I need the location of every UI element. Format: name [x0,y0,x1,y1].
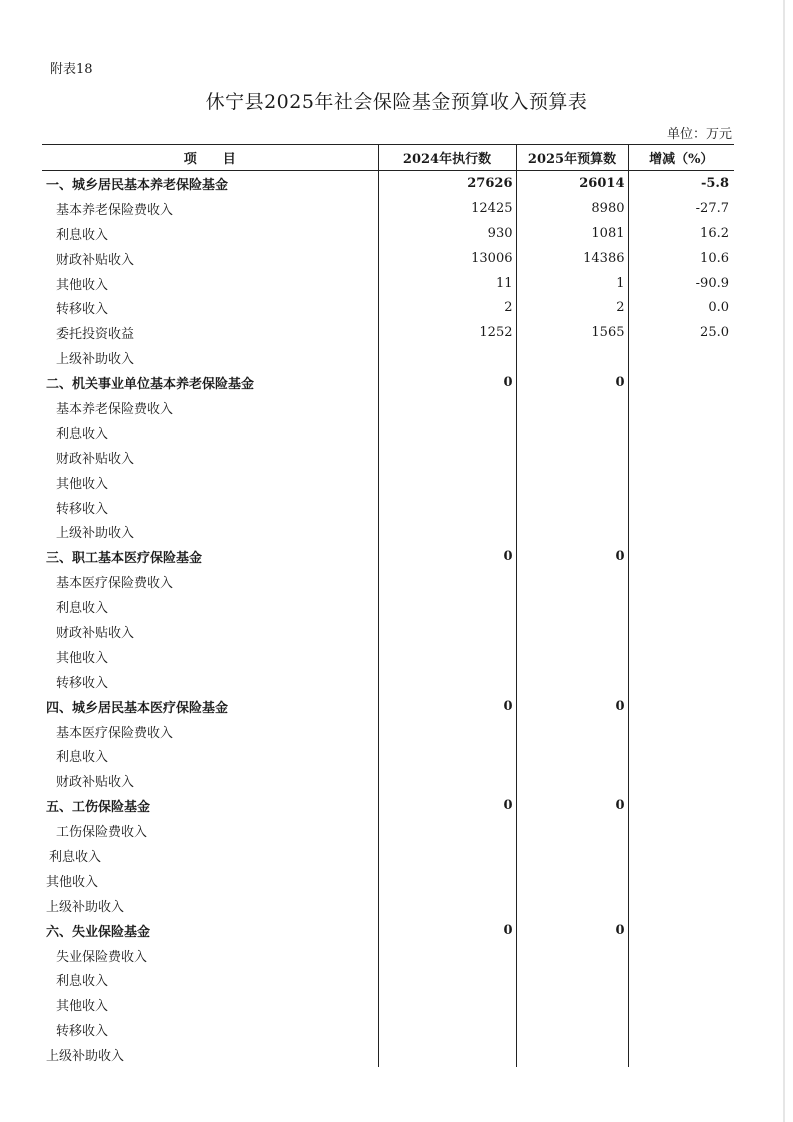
row-item: 上级补助收入 [46,1049,125,1065]
row-item: 其他收入 [46,874,99,890]
row-2024 [378,519,516,544]
row-2024 [378,594,516,619]
table-row [42,569,734,594]
row-2025: 1081 [516,221,628,246]
table-row [42,544,734,569]
row-item: 基本养老保险费收入 [56,401,174,417]
row-change [628,644,734,669]
row-2025: 0 [516,694,628,719]
row-2025 [516,868,628,893]
table-row [42,320,734,345]
row-item: 财政补贴收入 [56,451,135,467]
table-row [42,420,734,445]
row-item: 其他收入 [56,999,109,1015]
row-2024 [378,1017,516,1042]
row-item: 利息收入 [56,426,109,442]
row-item: 上级补助收入 [56,526,135,542]
row-change [628,569,734,594]
row-2024: 13006 [378,246,516,271]
row-change [628,992,734,1017]
row-change: -5.8 [628,171,734,196]
table-row [42,694,734,719]
row-change [628,943,734,968]
table-row [42,594,734,619]
row-change [628,619,734,644]
row-item: 转移收入 [56,1024,109,1040]
row-change [628,694,734,719]
row-2025 [516,719,628,744]
table-row [42,893,734,918]
row-item: 基本医疗保险费收入 [56,725,174,741]
table-row [42,669,734,694]
table-row [42,370,734,395]
row-2024: 0 [378,694,516,719]
row-2025: 0 [516,370,628,395]
row-change: 0.0 [628,295,734,320]
table-row [42,221,734,246]
row-2024 [378,1042,516,1067]
row-2024 [378,868,516,893]
row-2024 [378,768,516,793]
table-row [42,719,734,744]
row-change [628,445,734,470]
row-2024 [378,893,516,918]
row-2025 [516,818,628,843]
table-row [42,843,734,868]
row-2024: 0 [378,793,516,818]
table-row [42,968,734,993]
budget-table-container [42,144,734,1067]
table-header-row [42,145,734,171]
row-2024 [378,420,516,445]
row-2025: 0 [516,544,628,569]
row-2025 [516,743,628,768]
row-2024 [378,669,516,694]
row-2024 [378,843,516,868]
row-2025 [516,843,628,868]
row-change [628,968,734,993]
row-item: 失业保险费收入 [56,949,148,965]
row-2024: 1252 [378,320,516,345]
table-row [42,246,734,271]
header-change-percent: 增减（%） [628,145,734,171]
row-2024 [378,395,516,420]
row-change [628,544,734,569]
row-2025: 0 [516,793,628,818]
row-2025 [516,893,628,918]
row-2025 [516,420,628,445]
row-item: 委托投资收益 [56,327,135,343]
table-row [42,196,734,221]
row-change [628,768,734,793]
row-item: 转移收入 [56,675,109,691]
row-change [628,868,734,893]
row-2025: 8980 [516,196,628,221]
row-item: 利息收入 [49,849,102,865]
row-change [628,843,734,868]
table-row [42,743,734,768]
row-change [628,395,734,420]
row-change: -27.7 [628,196,734,221]
row-2024: 12425 [378,196,516,221]
row-change [628,719,734,744]
table-row [42,918,734,943]
row-2025 [516,495,628,520]
row-item: 其他收入 [56,650,109,666]
row-2025 [516,345,628,370]
table-row [42,793,734,818]
table-row [42,495,734,520]
table-row [42,768,734,793]
row-item: 三、职工基本医疗保险基金 [46,551,203,567]
header-2025-budget: 2025年预算数 [516,145,628,171]
table-row [42,1042,734,1067]
row-2025: 2 [516,295,628,320]
row-2025 [516,968,628,993]
row-item: 利息收入 [56,750,109,766]
table-row [42,295,734,320]
row-2024 [378,943,516,968]
row-2025 [516,445,628,470]
row-change [628,918,734,943]
row-change: 10.6 [628,246,734,271]
row-2024 [378,743,516,768]
row-change: 16.2 [628,221,734,246]
table-row [42,992,734,1017]
row-item: 利息收入 [56,974,109,990]
unit-label: 单位：万元 [666,127,732,142]
row-item: 上级补助收入 [46,899,125,915]
row-item: 一、城乡居民基本养老保险基金 [46,177,229,193]
row-2025 [516,1042,628,1067]
row-2025 [516,519,628,544]
row-item: 财政补贴收入 [56,625,135,641]
row-item: 工伤保险费收入 [56,825,148,841]
row-item: 上级补助收入 [56,352,135,368]
row-change: -90.9 [628,271,734,296]
row-2024: 11 [378,271,516,296]
row-item: 转移收入 [56,302,109,318]
row-2025 [516,644,628,669]
row-2024 [378,818,516,843]
page-edge [783,0,785,1122]
row-2025: 14386 [516,246,628,271]
row-2024: 0 [378,370,516,395]
row-2024 [378,719,516,744]
row-2024: 27626 [378,171,516,196]
row-item: 利息收入 [56,227,109,243]
row-2024 [378,445,516,470]
row-2025 [516,768,628,793]
table-row [42,943,734,968]
row-2025 [516,992,628,1017]
table-row [42,271,734,296]
row-2024: 0 [378,544,516,569]
row-change [628,1017,734,1042]
row-item: 财政补贴收入 [56,775,135,791]
header-2024-actual: 2024年执行数 [378,145,516,171]
table-row [42,445,734,470]
row-2024 [378,619,516,644]
row-2025 [516,619,628,644]
row-change: 25.0 [628,320,734,345]
row-change [628,594,734,619]
row-2025 [516,943,628,968]
row-change [628,420,734,445]
row-item: 五、工伤保险基金 [46,800,151,816]
table-row [42,171,734,196]
table-row [42,470,734,495]
row-2025: 0 [516,918,628,943]
row-change [628,370,734,395]
row-change [628,893,734,918]
row-2024 [378,569,516,594]
row-change [628,345,734,370]
row-change [628,1042,734,1067]
table-row [42,619,734,644]
row-2025 [516,470,628,495]
row-2024: 2 [378,295,516,320]
row-change [628,743,734,768]
table-row [42,1017,734,1042]
table-row [42,818,734,843]
row-change [628,818,734,843]
budget-table [42,144,734,1067]
table-row [42,868,734,893]
row-change [628,793,734,818]
row-2024 [378,495,516,520]
row-2025: 1565 [516,320,628,345]
row-item: 基本医疗保险费收入 [56,576,174,592]
attachment-label: 附表18 [50,62,93,77]
row-2025 [516,1017,628,1042]
row-2025 [516,669,628,694]
table-row [42,345,734,370]
row-2024 [378,968,516,993]
row-change [628,669,734,694]
row-2025 [516,395,628,420]
row-2025 [516,569,628,594]
table-row [42,644,734,669]
row-item: 四、城乡居民基本医疗保险基金 [46,700,229,716]
row-change [628,495,734,520]
row-2025: 1 [516,271,628,296]
row-item: 其他收入 [56,277,109,293]
row-change [628,519,734,544]
header-item: 项 目 [42,145,378,171]
row-2024 [378,644,516,669]
row-2024: 0 [378,918,516,943]
row-2024 [378,992,516,1017]
table-row [42,519,734,544]
row-2025: 26014 [516,171,628,196]
row-2025 [516,594,628,619]
table-row [42,395,734,420]
row-item: 二、机关事业单位基本养老保险基金 [46,377,255,393]
row-change [628,470,734,495]
row-2024 [378,470,516,495]
row-2024: 930 [378,221,516,246]
row-item: 转移收入 [56,501,109,517]
document-title: 休宁县2025年社会保险基金预算收入预算表 [205,91,588,113]
row-item: 六、失业保险基金 [46,924,151,940]
row-item: 基本养老保险费收入 [56,202,174,218]
row-item: 利息收入 [56,601,109,617]
row-item: 财政补贴收入 [56,252,135,268]
row-item: 其他收入 [56,476,109,492]
row-2024 [378,345,516,370]
